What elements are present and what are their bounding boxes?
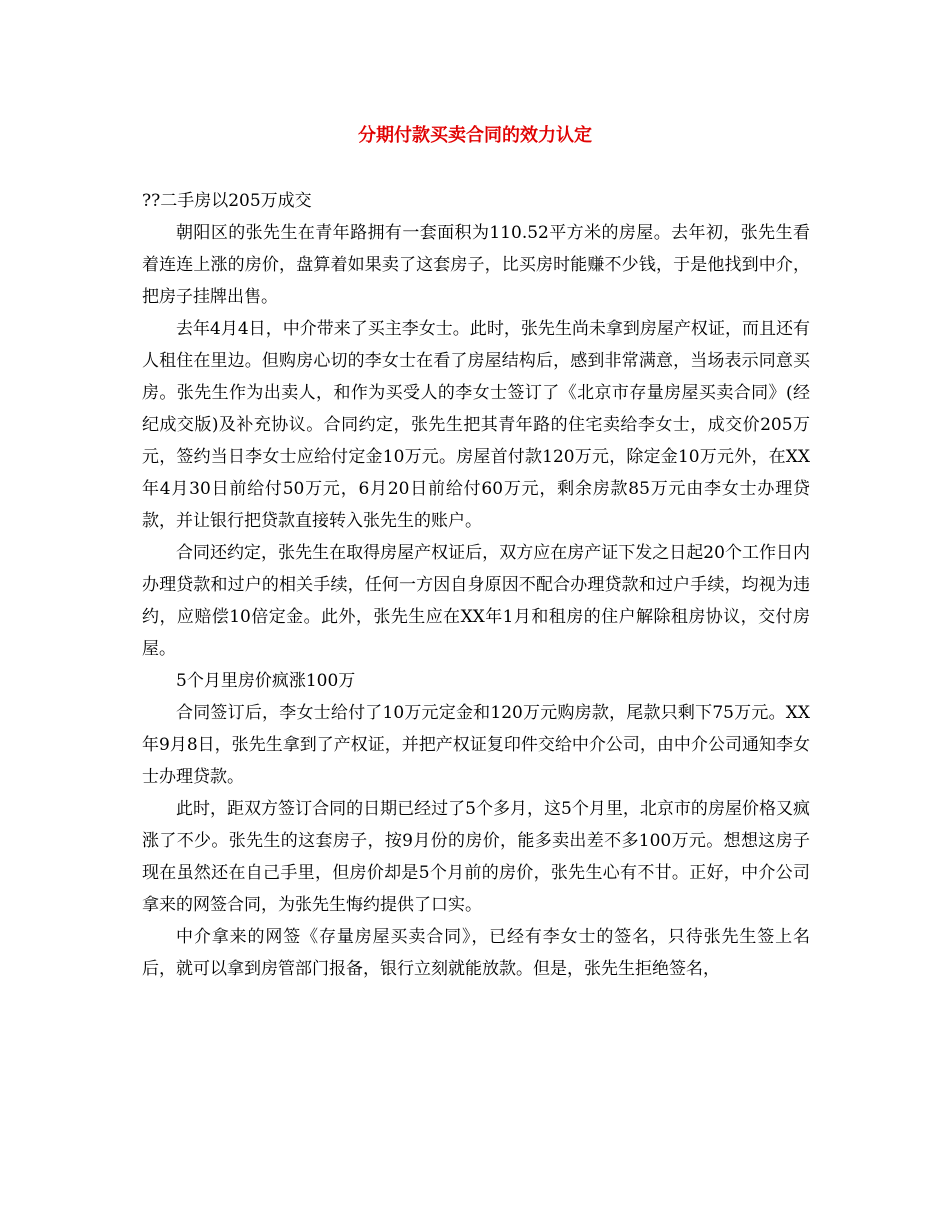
document-body [142,185,810,985]
paragraph: 合同还约定，张先生在取得房屋产权证后，双方应在房产证下发之日起20个工作日内办理贷款和过户的相关手续，任何一方因自身原因不配合办理贷款和过户手续，均视为违约，应赔偿10倍定金。此外，张先生应在XX年1月和租房的住户解除租房协议，交付房屋。 [142,543,810,659]
paragraph: 朝阳区的张先生在青年路拥有一套面积为110.52平方米的房屋。去年初，张先生看着连连上涨的房价，盘算着如果卖了这套房子，比买房时能赚不少钱，于是他找到中介，把房子挂牌出售。 [142,223,810,307]
paragraph: 中介拿来的网签《存量房屋买卖合同》，已经有李女士的签名，只待张先生签上名后，就可以拿到房管部门报备，银行立刻就能放款。但是，张先生拒绝签名， [142,927,810,979]
section-heading-deal: ??二手房以205万成交 [142,191,312,211]
paragraph: 合同签订后，李女士给付了10万元定金和120万元购房款，尾款只剩下75万元。XX年9月8日，张先生拿到了产权证，并把产权证复印件交给中介公司，由中介公司通知李女士办理贷款。 [142,703,810,787]
paragraph: 此时，距双方签订合同的日期已经过了5个多月，这5个月里，北京市的房屋价格又疯涨了不少。张先生的这套房子，按9月份的房价，能多卖出差不多100万元。想想这房子现在虽然还在自己手里，但房价却是5个月前的房价，张先生心有不甘。正好，中介公司拿来的网签合同，为张先生悔约提供了口实。 [142,799,810,915]
paragraph: 去年4月4日，中介带来了买主李女士。此时，张先生尚未拿到房屋产权证，而且还有人租住在里边。但购房心切的李女士在看了房屋结构后，感到非常满意，当场表示同意买房。张先生作为出卖人，和作为买受人的李女士签订了《北京市存量房屋买卖合同》(经纪成交版)及补充协议。合同约定，张先生把其青年路的住宅卖给李女士，成交价205万元，签约当日李女士应给付定金10万元。房屋首付款120万元，除定金10万元外，在XX年4月30日前给付50万元，6月20日前给付60万元，剩余房款85万元由李女士办理贷款，并让银行把贷款直接转入张先生的账户。 [142,319,810,531]
section-heading-price-rise: 5个月里房价疯涨100万 [176,671,356,691]
document-title: 分期付款买卖合同的效力认定 [358,125,592,146]
